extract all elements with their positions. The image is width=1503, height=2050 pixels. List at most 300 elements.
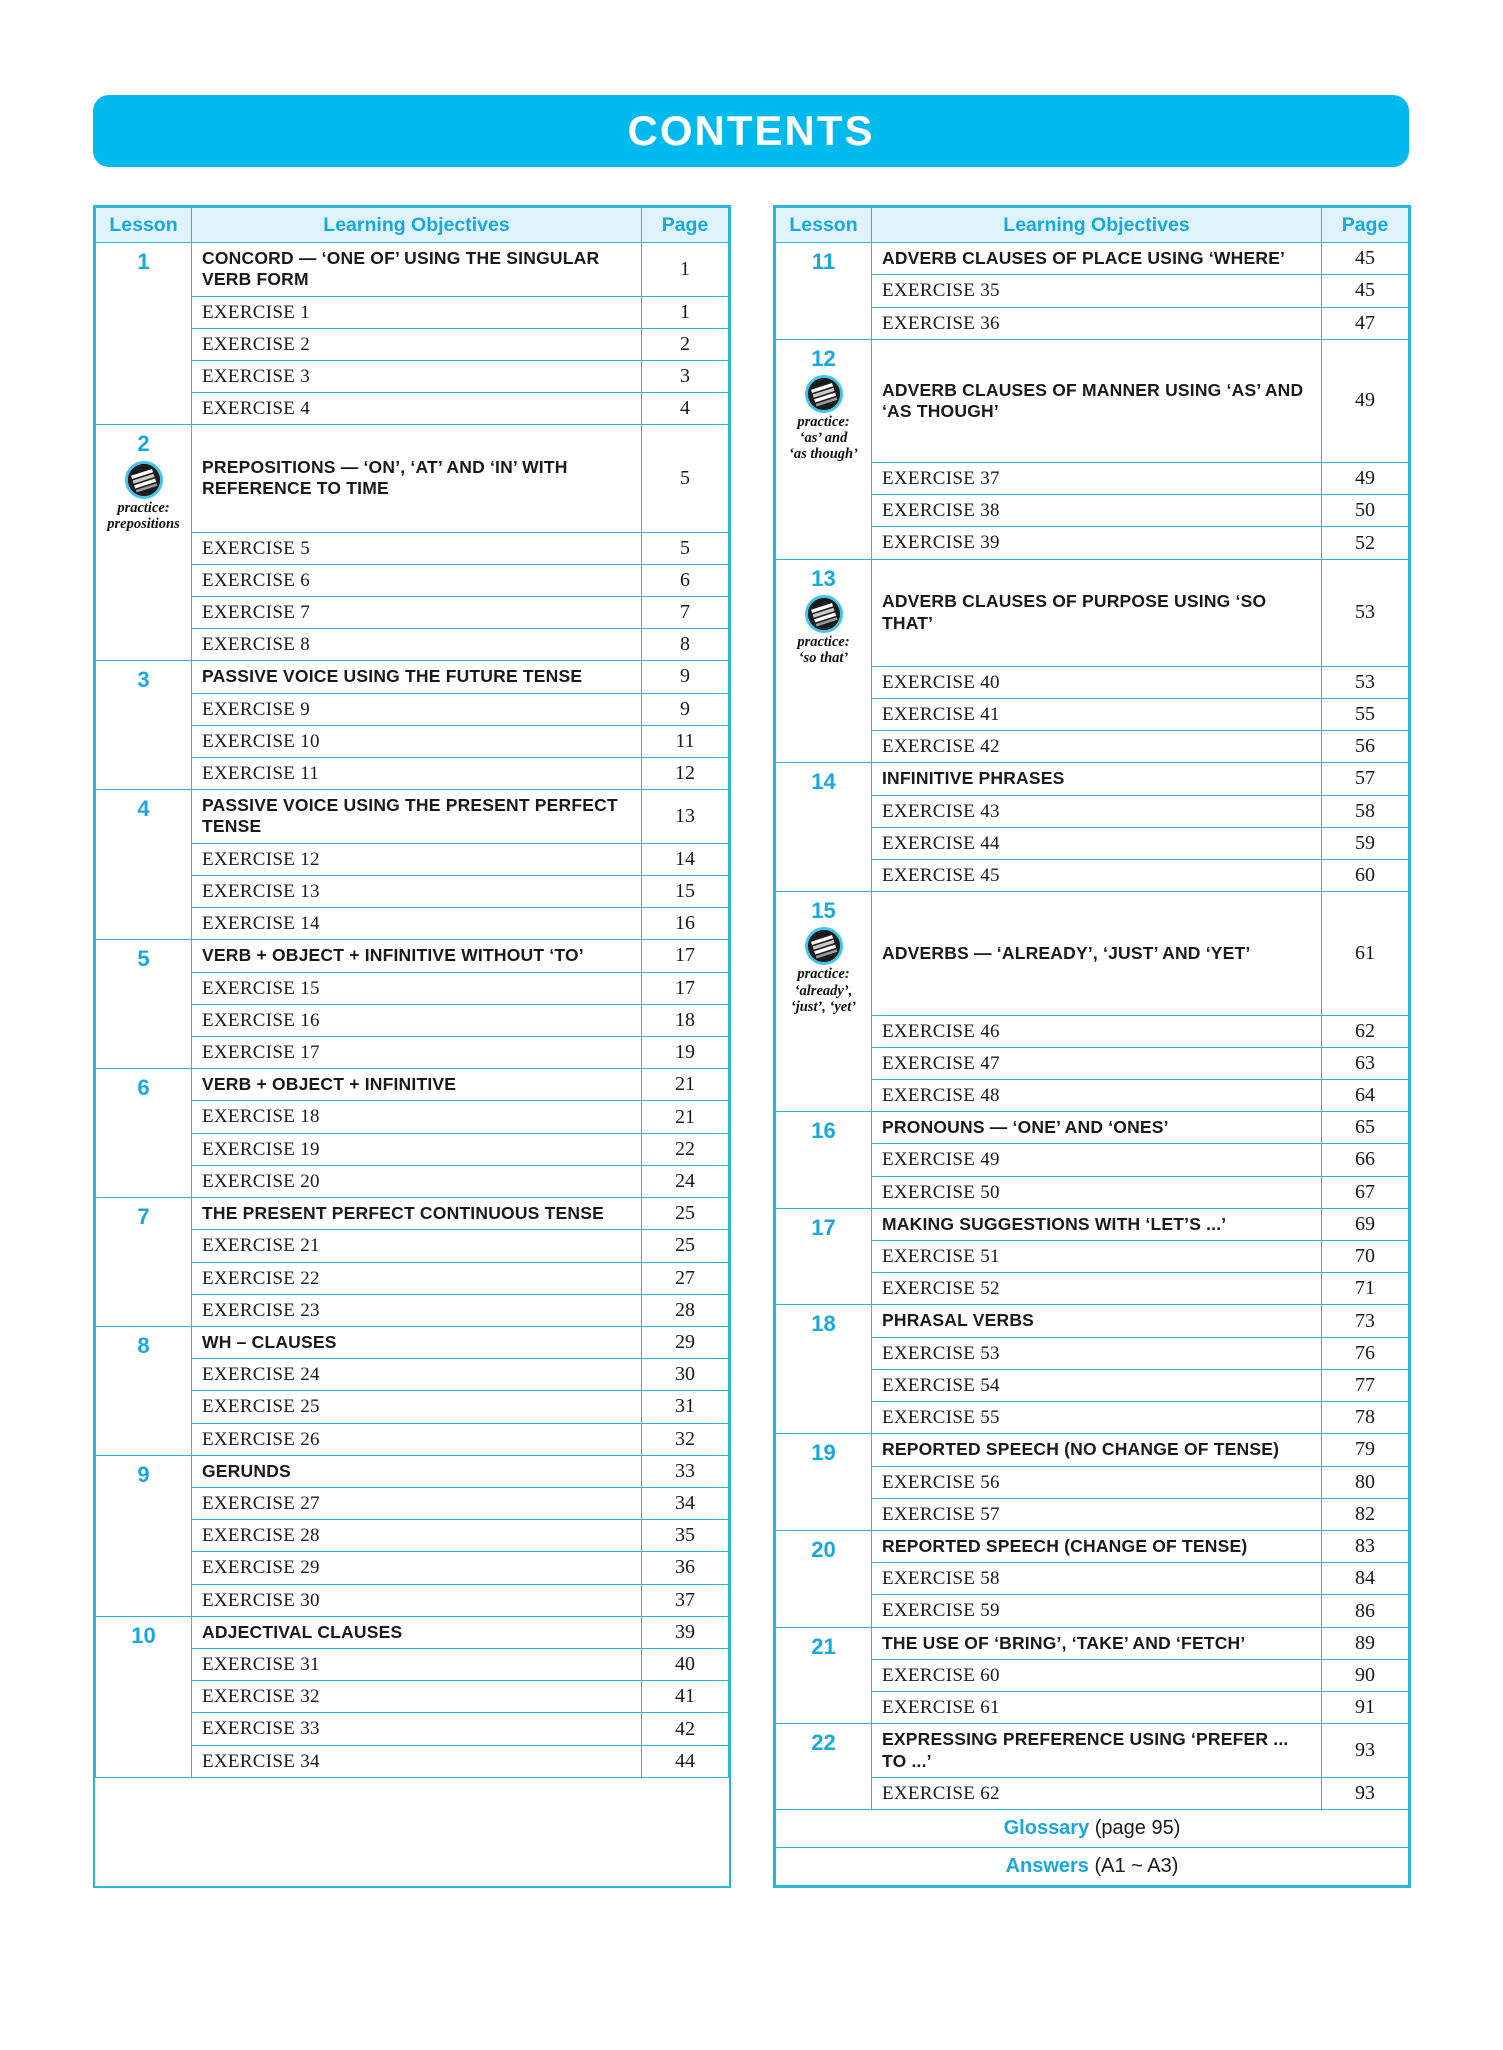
lesson-number-text: 20 xyxy=(811,1536,836,1562)
table-row xyxy=(776,243,1409,275)
table-row xyxy=(96,1552,729,1584)
exercise-label: EXERCISE 25 xyxy=(192,1391,642,1423)
lesson-number-text: 1 xyxy=(137,249,150,274)
lesson-number-text: 9 xyxy=(137,1461,150,1487)
exercise-label: EXERCISE 62 xyxy=(872,1778,1322,1810)
column-header-objectives: Learning Objectives xyxy=(872,208,1322,243)
page-number: 50 xyxy=(1322,495,1409,527)
table-row xyxy=(776,1498,1409,1530)
table-header-row xyxy=(96,208,729,243)
page-number: 77 xyxy=(1322,1369,1409,1401)
lesson-title: PASSIVE VOICE USING THE FUTURE TENSE xyxy=(192,661,642,693)
page-number: 91 xyxy=(1322,1692,1409,1724)
lesson-number-empty xyxy=(96,1359,192,1391)
table-row xyxy=(96,1359,729,1391)
exercise-label: EXERCISE 3 xyxy=(192,361,642,393)
lesson-number-empty xyxy=(96,1488,192,1520)
lesson-number-empty xyxy=(776,1241,872,1273)
lesson-number-empty xyxy=(96,1004,192,1036)
page-number: 30 xyxy=(642,1359,729,1391)
exercise-label: EXERCISE 47 xyxy=(872,1047,1322,1079)
page-number: 34 xyxy=(642,1488,729,1520)
exercise-label: EXERCISE 16 xyxy=(192,1004,642,1036)
lesson-title: MAKING SUGGESTIONS WITH ‘LET’S ...’ xyxy=(872,1208,1322,1240)
lesson-number-empty xyxy=(96,629,192,661)
lesson-number-empty xyxy=(96,296,192,328)
lesson-number-empty xyxy=(96,1649,192,1681)
table-row xyxy=(96,908,729,940)
table-row xyxy=(96,757,729,789)
lesson-number-empty xyxy=(776,827,872,859)
practice-badge xyxy=(96,461,191,532)
toc-body-right xyxy=(776,243,1409,1886)
page-number: 93 xyxy=(1322,1778,1409,1810)
table-row xyxy=(96,661,729,693)
table-row xyxy=(96,875,729,907)
lesson-number xyxy=(776,559,872,666)
page-number: 3 xyxy=(642,361,729,393)
toc-footer-keyword: Answers xyxy=(1005,1855,1089,1878)
page-number: 65 xyxy=(1322,1112,1409,1144)
page-number: 53 xyxy=(1322,666,1409,698)
lesson-number-text: 5 xyxy=(137,946,150,972)
page-number: 4 xyxy=(642,393,729,425)
table-row xyxy=(776,1466,1409,1498)
table-row xyxy=(776,1724,1409,1778)
exercise-label: EXERCISE 2 xyxy=(192,328,642,360)
table-row xyxy=(776,1047,1409,1079)
table-row xyxy=(776,1402,1409,1434)
lesson-number-empty xyxy=(96,328,192,360)
toc-table-left xyxy=(93,205,731,1888)
lesson-number xyxy=(776,1112,872,1144)
table-row xyxy=(96,1520,729,1552)
table-row xyxy=(96,393,729,425)
table-row xyxy=(96,564,729,596)
lesson-number-text: 8 xyxy=(137,1332,150,1358)
lesson-title: INFINITIVE PHRASES xyxy=(872,763,1322,795)
lesson-number-empty xyxy=(96,1713,192,1745)
table-row xyxy=(96,1488,729,1520)
lesson-number-empty xyxy=(96,693,192,725)
page-number: 18 xyxy=(642,1004,729,1036)
practice-label xyxy=(107,500,180,532)
contents-banner xyxy=(93,95,1409,167)
table-row xyxy=(776,1595,1409,1627)
practice-stack-icon xyxy=(805,595,843,633)
lesson-number-empty xyxy=(96,1520,192,1552)
table-row xyxy=(776,1434,1409,1466)
lesson-number xyxy=(96,1326,192,1358)
table-row xyxy=(776,1563,1409,1595)
page-number: 28 xyxy=(642,1294,729,1326)
lesson-number-empty xyxy=(776,1273,872,1305)
exercise-label: EXERCISE 4 xyxy=(192,393,642,425)
lesson-title: ADVERB CLAUSES OF PLACE USING ‘WHERE’ xyxy=(872,243,1322,275)
practice-label-line: ‘already’, xyxy=(794,982,853,999)
exercise-label: EXERCISE 18 xyxy=(192,1101,642,1133)
table-row xyxy=(776,527,1409,559)
lesson-number xyxy=(776,1208,872,1240)
exercise-label: EXERCISE 50 xyxy=(872,1176,1322,1208)
exercise-label: EXERCISE 26 xyxy=(192,1423,642,1455)
practice-label-line: practice: xyxy=(797,966,850,983)
lesson-number-empty xyxy=(776,1466,872,1498)
table-row xyxy=(96,425,729,532)
lesson-number-empty xyxy=(776,1369,872,1401)
lesson-title: PHRASAL VERBS xyxy=(872,1305,1322,1337)
table-row xyxy=(96,1101,729,1133)
exercise-label: EXERCISE 41 xyxy=(872,698,1322,730)
table-row xyxy=(776,795,1409,827)
page-number: 79 xyxy=(1322,1434,1409,1466)
exercise-label: EXERCISE 20 xyxy=(192,1165,642,1197)
lesson-number-text: 18 xyxy=(811,1311,836,1337)
column-header-objectives: Learning Objectives xyxy=(192,208,642,243)
lesson-number-text: 10 xyxy=(131,1622,156,1648)
table-row xyxy=(776,1530,1409,1562)
table-row xyxy=(776,1778,1409,1810)
practice-label-line: ‘just’, ‘yet’ xyxy=(790,998,857,1015)
page-number: 5 xyxy=(642,425,729,532)
lesson-number-empty xyxy=(776,527,872,559)
lesson-number-empty xyxy=(776,1144,872,1176)
exercise-label: EXERCISE 17 xyxy=(192,1036,642,1068)
lesson-number-empty xyxy=(776,1047,872,1079)
practice-badge xyxy=(776,375,871,463)
table-row xyxy=(776,559,1409,666)
table-row xyxy=(96,790,729,844)
lesson-number-empty xyxy=(776,1402,872,1434)
lesson-title: WH – CLAUSES xyxy=(192,1326,642,1358)
toc-table-right xyxy=(773,205,1411,1888)
lesson-number-empty xyxy=(96,843,192,875)
lesson-title: ADVERB CLAUSES OF MANNER USING ‘AS’ AND ‘AS THOUGH’ xyxy=(872,339,1322,462)
lesson-number xyxy=(96,1069,192,1101)
exercise-label: EXERCISE 48 xyxy=(872,1079,1322,1111)
lesson-number-empty xyxy=(96,1036,192,1068)
table-row xyxy=(96,1455,729,1487)
lesson-number-text: 16 xyxy=(811,1118,836,1144)
page-number: 61 xyxy=(1322,892,1409,1015)
table-row xyxy=(96,1423,729,1455)
column-header-lesson: Lesson xyxy=(96,208,192,243)
lesson-number xyxy=(96,1616,192,1648)
table-row xyxy=(776,1627,1409,1659)
table-row xyxy=(96,725,729,757)
exercise-label: EXERCISE 9 xyxy=(192,693,642,725)
exercise-label: EXERCISE 7 xyxy=(192,596,642,628)
exercise-label: EXERCISE 57 xyxy=(872,1498,1322,1530)
practice-stack-icon xyxy=(805,375,843,413)
lesson-number-text: 6 xyxy=(137,1075,150,1101)
table-row xyxy=(776,495,1409,527)
lesson-number xyxy=(96,661,192,693)
page-number: 70 xyxy=(1322,1241,1409,1273)
table-row xyxy=(776,1659,1409,1691)
exercise-label: EXERCISE 42 xyxy=(872,731,1322,763)
lesson-number-empty xyxy=(96,564,192,596)
table-row xyxy=(776,731,1409,763)
lesson-title: PREPOSITIONS — ‘ON’, ‘AT’ AND ‘IN’ WITH REFERENCE TO TIME xyxy=(192,425,642,532)
lesson-number-empty xyxy=(776,1659,872,1691)
page-number: 35 xyxy=(642,1520,729,1552)
lesson-number xyxy=(96,425,192,532)
lesson-number-empty xyxy=(776,1337,872,1369)
lesson-number xyxy=(776,1724,872,1778)
table-row xyxy=(96,296,729,328)
page-number: 64 xyxy=(1322,1079,1409,1111)
table-row xyxy=(96,361,729,393)
lesson-number xyxy=(96,940,192,972)
lesson-number-text: 2 xyxy=(137,431,150,457)
table-row xyxy=(96,1294,729,1326)
lesson-number-empty xyxy=(776,1692,872,1724)
lesson-title: VERB + OBJECT + INFINITIVE WITHOUT ‘TO’ xyxy=(192,940,642,972)
page-number: 17 xyxy=(642,972,729,1004)
table-header-row xyxy=(776,208,1409,243)
exercise-label: EXERCISE 23 xyxy=(192,1294,642,1326)
page-number: 22 xyxy=(642,1133,729,1165)
page-number: 56 xyxy=(1322,731,1409,763)
exercise-label: EXERCISE 35 xyxy=(872,275,1322,307)
toc-footer-entry xyxy=(776,1810,1409,1848)
lesson-number xyxy=(776,339,872,462)
page-title: CONTENTS xyxy=(627,107,875,154)
lesson-title: ADVERB CLAUSES OF PURPOSE USING ‘SO THAT’ xyxy=(872,559,1322,666)
exercise-label: EXERCISE 13 xyxy=(192,875,642,907)
exercise-label: EXERCISE 10 xyxy=(192,725,642,757)
table-row xyxy=(776,763,1409,795)
page-number: 29 xyxy=(642,1326,729,1358)
lesson-title: REPORTED SPEECH (NO CHANGE OF TENSE) xyxy=(872,1434,1322,1466)
lesson-number xyxy=(776,1305,872,1337)
page-number: 1 xyxy=(642,296,729,328)
lesson-number xyxy=(776,1530,872,1562)
exercise-label: EXERCISE 27 xyxy=(192,1488,642,1520)
table-row xyxy=(776,827,1409,859)
page-number: 36 xyxy=(642,1552,729,1584)
table-row xyxy=(96,243,729,297)
exercise-label: EXERCISE 49 xyxy=(872,1144,1322,1176)
lesson-number-empty xyxy=(776,666,872,698)
toc-columns xyxy=(93,205,1409,1888)
table-row-footer xyxy=(776,1848,1409,1886)
practice-label-line: practice: xyxy=(117,499,170,516)
lesson-number xyxy=(776,243,872,275)
lesson-number-empty xyxy=(776,731,872,763)
lesson-number-empty xyxy=(776,1498,872,1530)
table-row xyxy=(776,1015,1409,1047)
table-row-footer xyxy=(776,1810,1409,1848)
practice-label-line: prepositions xyxy=(107,515,180,532)
page-number: 58 xyxy=(1322,795,1409,827)
practice-stack-icon xyxy=(805,927,843,965)
practice-label xyxy=(797,634,849,666)
lesson-number-empty xyxy=(96,596,192,628)
lesson-number-empty xyxy=(96,361,192,393)
lesson-title: PASSIVE VOICE USING THE PRESENT PERFECT TENSE xyxy=(192,790,642,844)
exercise-label: EXERCISE 6 xyxy=(192,564,642,596)
page-number: 39 xyxy=(642,1616,729,1648)
table-row xyxy=(96,843,729,875)
table-row xyxy=(776,1144,1409,1176)
page-number: 13 xyxy=(642,790,729,844)
page-number: 53 xyxy=(1322,559,1409,666)
page-number: 44 xyxy=(642,1745,729,1777)
page-number: 73 xyxy=(1322,1305,1409,1337)
exercise-label: EXERCISE 32 xyxy=(192,1681,642,1713)
page-number: 9 xyxy=(642,661,729,693)
toc-footer-entry xyxy=(776,1848,1409,1886)
lesson-number-empty xyxy=(776,1015,872,1047)
table-row xyxy=(776,859,1409,891)
page-number: 40 xyxy=(642,1649,729,1681)
page-number: 11 xyxy=(642,725,729,757)
lesson-title: PRONOUNS — ‘ONE’ AND ‘ONES’ xyxy=(872,1112,1322,1144)
table-row xyxy=(776,463,1409,495)
lesson-number xyxy=(96,790,192,844)
page-number: 25 xyxy=(642,1198,729,1230)
table-row xyxy=(776,1369,1409,1401)
page-number: 76 xyxy=(1322,1337,1409,1369)
lesson-number-text: 12 xyxy=(811,345,836,371)
exercise-label: EXERCISE 24 xyxy=(192,1359,642,1391)
page-number: 93 xyxy=(1322,1724,1409,1778)
lesson-number-empty xyxy=(96,1133,192,1165)
table-row xyxy=(776,666,1409,698)
lesson-title: GERUNDS xyxy=(192,1455,642,1487)
lesson-number-empty xyxy=(96,1230,192,1262)
page-number: 1 xyxy=(642,243,729,297)
lesson-title: THE USE OF ‘BRING’, ‘TAKE’ AND ‘FETCH’ xyxy=(872,1627,1322,1659)
table-row xyxy=(96,1681,729,1713)
page-number: 17 xyxy=(642,940,729,972)
table-row xyxy=(96,1165,729,1197)
exercise-label: EXERCISE 8 xyxy=(192,629,642,661)
exercise-label: EXERCISE 60 xyxy=(872,1659,1322,1691)
page-number: 25 xyxy=(642,1230,729,1262)
page-number: 60 xyxy=(1322,859,1409,891)
exercise-label: EXERCISE 22 xyxy=(192,1262,642,1294)
exercise-label: EXERCISE 55 xyxy=(872,1402,1322,1434)
table-row xyxy=(96,1326,729,1358)
table-row xyxy=(776,1692,1409,1724)
lesson-number-empty xyxy=(96,1294,192,1326)
page-number: 55 xyxy=(1322,698,1409,730)
lesson-number-empty xyxy=(776,1563,872,1595)
page-number: 19 xyxy=(642,1036,729,1068)
exercise-label: EXERCISE 31 xyxy=(192,1649,642,1681)
lesson-title: ADJECTIVAL CLAUSES xyxy=(192,1616,642,1648)
lesson-number-empty xyxy=(96,1745,192,1777)
exercise-label: EXERCISE 53 xyxy=(872,1337,1322,1369)
table-row xyxy=(776,1176,1409,1208)
page-number: 42 xyxy=(642,1713,729,1745)
table-row xyxy=(776,1273,1409,1305)
exercise-label: EXERCISE 1 xyxy=(192,296,642,328)
toc-footer-detail: (A1 ~ A3) xyxy=(1088,1855,1179,1878)
lesson-number-text: 3 xyxy=(137,667,150,693)
lesson-number-empty xyxy=(96,1423,192,1455)
page-number: 80 xyxy=(1322,1466,1409,1498)
lesson-number-empty xyxy=(776,698,872,730)
table-row xyxy=(96,940,729,972)
lesson-number xyxy=(776,1627,872,1659)
lesson-number-empty xyxy=(96,757,192,789)
practice-badge xyxy=(776,927,871,1015)
page-number: 12 xyxy=(642,757,729,789)
exercise-label: EXERCISE 51 xyxy=(872,1241,1322,1273)
exercise-label: EXERCISE 37 xyxy=(872,463,1322,495)
page-number: 45 xyxy=(1322,243,1409,275)
page-number: 33 xyxy=(642,1455,729,1487)
lesson-number-empty xyxy=(96,908,192,940)
lesson-number-text: 7 xyxy=(137,1204,150,1229)
page-number: 14 xyxy=(642,843,729,875)
exercise-label: EXERCISE 56 xyxy=(872,1466,1322,1498)
practice-label-line: ‘as though’ xyxy=(789,446,858,463)
page-number: 59 xyxy=(1322,827,1409,859)
page-number: 86 xyxy=(1322,1595,1409,1627)
lesson-number-empty xyxy=(96,1584,192,1616)
lesson-number-empty xyxy=(96,1262,192,1294)
lesson-number-text: 21 xyxy=(811,1633,836,1659)
exercise-label: EXERCISE 36 xyxy=(872,307,1322,339)
page-number: 49 xyxy=(1322,339,1409,462)
lesson-number-text: 15 xyxy=(811,898,836,924)
toc-footer-keyword: Glossary xyxy=(1003,1817,1090,1840)
table-row xyxy=(96,532,729,564)
exercise-label: EXERCISE 28 xyxy=(192,1520,642,1552)
exercise-label: EXERCISE 59 xyxy=(872,1595,1322,1627)
practice-stack-icon xyxy=(125,461,163,499)
lesson-title: ADVERBS — ‘ALREADY’, ‘JUST’ AND ‘YET’ xyxy=(872,892,1322,1015)
page-number: 47 xyxy=(1322,307,1409,339)
exercise-label: EXERCISE 44 xyxy=(872,827,1322,859)
practice-label-line: ‘so that’ xyxy=(798,650,849,667)
lesson-number-empty xyxy=(776,1079,872,1111)
table-row xyxy=(776,1112,1409,1144)
lesson-number-empty xyxy=(776,307,872,339)
page-number: 41 xyxy=(642,1681,729,1713)
exercise-label: EXERCISE 58 xyxy=(872,1563,1322,1595)
page-number: 90 xyxy=(1322,1659,1409,1691)
exercise-label: EXERCISE 34 xyxy=(192,1745,642,1777)
column-header-lesson: Lesson xyxy=(776,208,872,243)
table-row xyxy=(776,1337,1409,1369)
page-number: 37 xyxy=(642,1584,729,1616)
lesson-title: EXPRESSING PREFERENCE USING ‘PREFER ... TO ...’ xyxy=(872,1724,1322,1778)
table-row xyxy=(96,1745,729,1777)
column-header-page: Page xyxy=(1322,208,1409,243)
page-number: 5 xyxy=(642,532,729,564)
lesson-number xyxy=(776,763,872,795)
page-number: 8 xyxy=(642,629,729,661)
practice-label-line: ‘as’ and xyxy=(799,430,848,447)
lesson-title: CONCORD — ‘ONE OF’ USING THE SINGULAR VERB FORM xyxy=(192,243,642,297)
exercise-label: EXERCISE 46 xyxy=(872,1015,1322,1047)
lesson-number-empty xyxy=(96,1101,192,1133)
column-header-page: Page xyxy=(642,208,729,243)
lesson-number-empty xyxy=(96,972,192,1004)
lesson-number-empty xyxy=(96,1552,192,1584)
page-number: 83 xyxy=(1322,1530,1409,1562)
page-number: 52 xyxy=(1322,527,1409,559)
exercise-label: EXERCISE 15 xyxy=(192,972,642,1004)
exercise-label: EXERCISE 19 xyxy=(192,1133,642,1165)
page-number: 89 xyxy=(1322,1627,1409,1659)
